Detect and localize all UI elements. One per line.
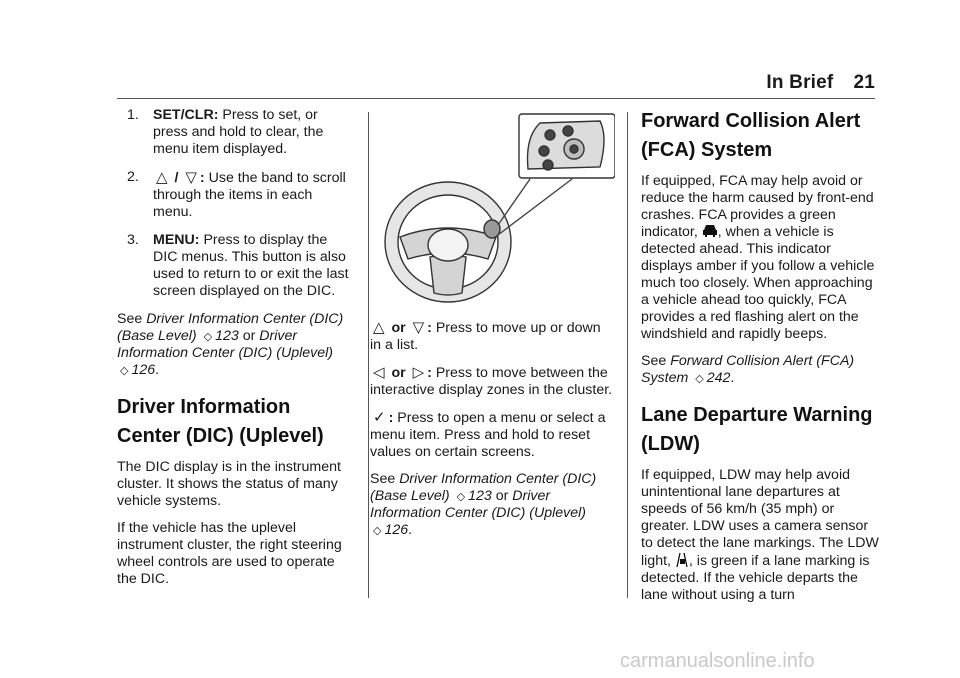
page-link[interactable]: 126 bbox=[131, 362, 156, 378]
colon: : bbox=[199, 170, 205, 186]
period: . bbox=[730, 370, 735, 386]
see-prefix: See bbox=[641, 353, 671, 369]
desc-text: Press to open a menu or select a menu item. Press and hold to reset values on certain screens. bbox=[370, 410, 606, 460]
page-reference-icon: ◇ bbox=[695, 372, 704, 385]
watermark: carmanualsonline.info bbox=[620, 650, 815, 672]
or-label: or bbox=[387, 365, 410, 381]
see-reference bbox=[641, 353, 881, 387]
leftright-description bbox=[370, 364, 615, 399]
checkmark-icon: ✓ bbox=[373, 408, 386, 426]
see-reference bbox=[370, 471, 615, 539]
period: . bbox=[155, 362, 160, 378]
or-label: or bbox=[387, 320, 410, 336]
para-text: If equipped, LDW may help avoid unintentional lane departures at speeds of 56 km/h (35 mph) or greater. LDW uses a camera sensor to detect the lane markings. The LDW light, bbox=[641, 467, 879, 569]
column-divider-1 bbox=[368, 112, 369, 598]
lane-departure-icon bbox=[675, 552, 689, 568]
page-reference-icon: ◇ bbox=[120, 364, 129, 377]
right-arrow-icon: ▷ bbox=[412, 363, 425, 381]
body-paragraph bbox=[641, 173, 881, 343]
list-item bbox=[117, 107, 355, 158]
set-clr-label: SET/CLR: bbox=[153, 107, 219, 123]
para-text: If equipped, FCA may help avoid or reduce the harm caused by front-end crashes. FCA provides a green indicator, bbox=[641, 173, 874, 240]
list-number: 3. bbox=[127, 232, 139, 248]
up-arrow-icon: △ bbox=[373, 318, 385, 336]
colon: : bbox=[427, 365, 432, 381]
separator: / bbox=[170, 170, 183, 186]
page-link[interactable]: 126 bbox=[384, 522, 409, 538]
column-right bbox=[641, 107, 881, 614]
list-text: Press to display the DIC menus. This button is also used to return to or exit the last screen displayed on the DIC. bbox=[153, 232, 349, 299]
column-divider-2 bbox=[627, 112, 628, 598]
updown-description bbox=[370, 319, 615, 354]
list-item bbox=[117, 169, 355, 221]
period: . bbox=[408, 522, 413, 538]
scroll-down-icon: ▽ bbox=[185, 168, 197, 186]
list-text: Use the band to scroll through the items in each menu. bbox=[153, 170, 346, 220]
colon: : bbox=[427, 320, 432, 336]
select-description bbox=[370, 409, 615, 461]
page-link[interactable]: 123 bbox=[468, 488, 492, 504]
column-left bbox=[117, 107, 355, 598]
cross-reference-link[interactable]: Forward Collision Alert (FCA) System bbox=[641, 353, 855, 386]
body-paragraph: If the vehicle has the uplevel instrument cluster, the right steering wheel controls are used to operate the DIC. bbox=[117, 520, 342, 587]
list-text: Press to set, or press and hold to clear, the menu item displayed. bbox=[153, 107, 324, 157]
section-heading: Lane Departure Warning (LDW) bbox=[641, 404, 873, 455]
list-number: 2. bbox=[127, 169, 139, 185]
down-arrow-icon: ▽ bbox=[412, 318, 425, 336]
see-prefix: See bbox=[117, 311, 147, 327]
running-header bbox=[766, 72, 875, 94]
desc-text: Press to move between the interactive display zones in the cluster. bbox=[370, 365, 613, 398]
menu-label: MENU: bbox=[153, 232, 200, 248]
list-item bbox=[117, 232, 355, 300]
left-arrow-icon: ◁ bbox=[373, 363, 385, 381]
page-link[interactable]: 123 bbox=[215, 328, 239, 344]
body-paragraph bbox=[641, 467, 881, 604]
list-number: 1. bbox=[127, 107, 139, 123]
section-heading: Driver Information Center (DIC) (Uplevel) bbox=[117, 396, 324, 447]
body-paragraph: The DIC display is in the instrument cluster. It shows the status of many vehicle systems. bbox=[117, 459, 341, 509]
see-reference bbox=[117, 311, 355, 379]
page-reference-icon: ◇ bbox=[456, 490, 466, 503]
para-text: , is green if a lane marking is detected. If the vehicle departs the lane without using a turn bbox=[641, 553, 870, 603]
vehicle-ahead-icon bbox=[702, 224, 718, 239]
para-text: , when a vehicle is detected ahead. This indicator displays amber if you follow a vehicle much too closely. When approaching a vehicle ahead too quickly, FCA provides a red flashing alert on the windshield and rapidly beeps. bbox=[641, 224, 875, 342]
section-heading: Forward Collision Alert (FCA) System bbox=[641, 110, 861, 161]
cross-reference-link[interactable]: Driver Information Center (DIC) (Base Level) bbox=[117, 311, 344, 344]
page-link[interactable]: 242 bbox=[706, 370, 731, 386]
cross-reference-link[interactable]: Driver Information Center (DIC) (Base Level) bbox=[370, 471, 597, 504]
colon: : bbox=[388, 410, 394, 426]
page-number: 21 bbox=[853, 72, 875, 93]
cross-reference-link[interactable]: Driver Information Center (DIC) (Uplevel) bbox=[370, 488, 587, 521]
see-prefix: See bbox=[370, 471, 400, 487]
page-reference-icon: ◇ bbox=[373, 524, 382, 537]
column-middle bbox=[370, 107, 615, 549]
desc-text: Press to move up or down in a list. bbox=[370, 320, 601, 353]
cross-reference-link[interactable]: Driver Information Center (DIC) (Uplevel) bbox=[117, 328, 334, 361]
steering-wheel-illustration bbox=[370, 107, 615, 307]
header-rule bbox=[117, 98, 875, 99]
section-title: In Brief bbox=[766, 72, 834, 93]
page-reference-icon: ◇ bbox=[203, 330, 213, 343]
scroll-up-icon: △ bbox=[156, 168, 168, 186]
or-text: or bbox=[238, 328, 260, 344]
or-text: or bbox=[491, 488, 513, 504]
